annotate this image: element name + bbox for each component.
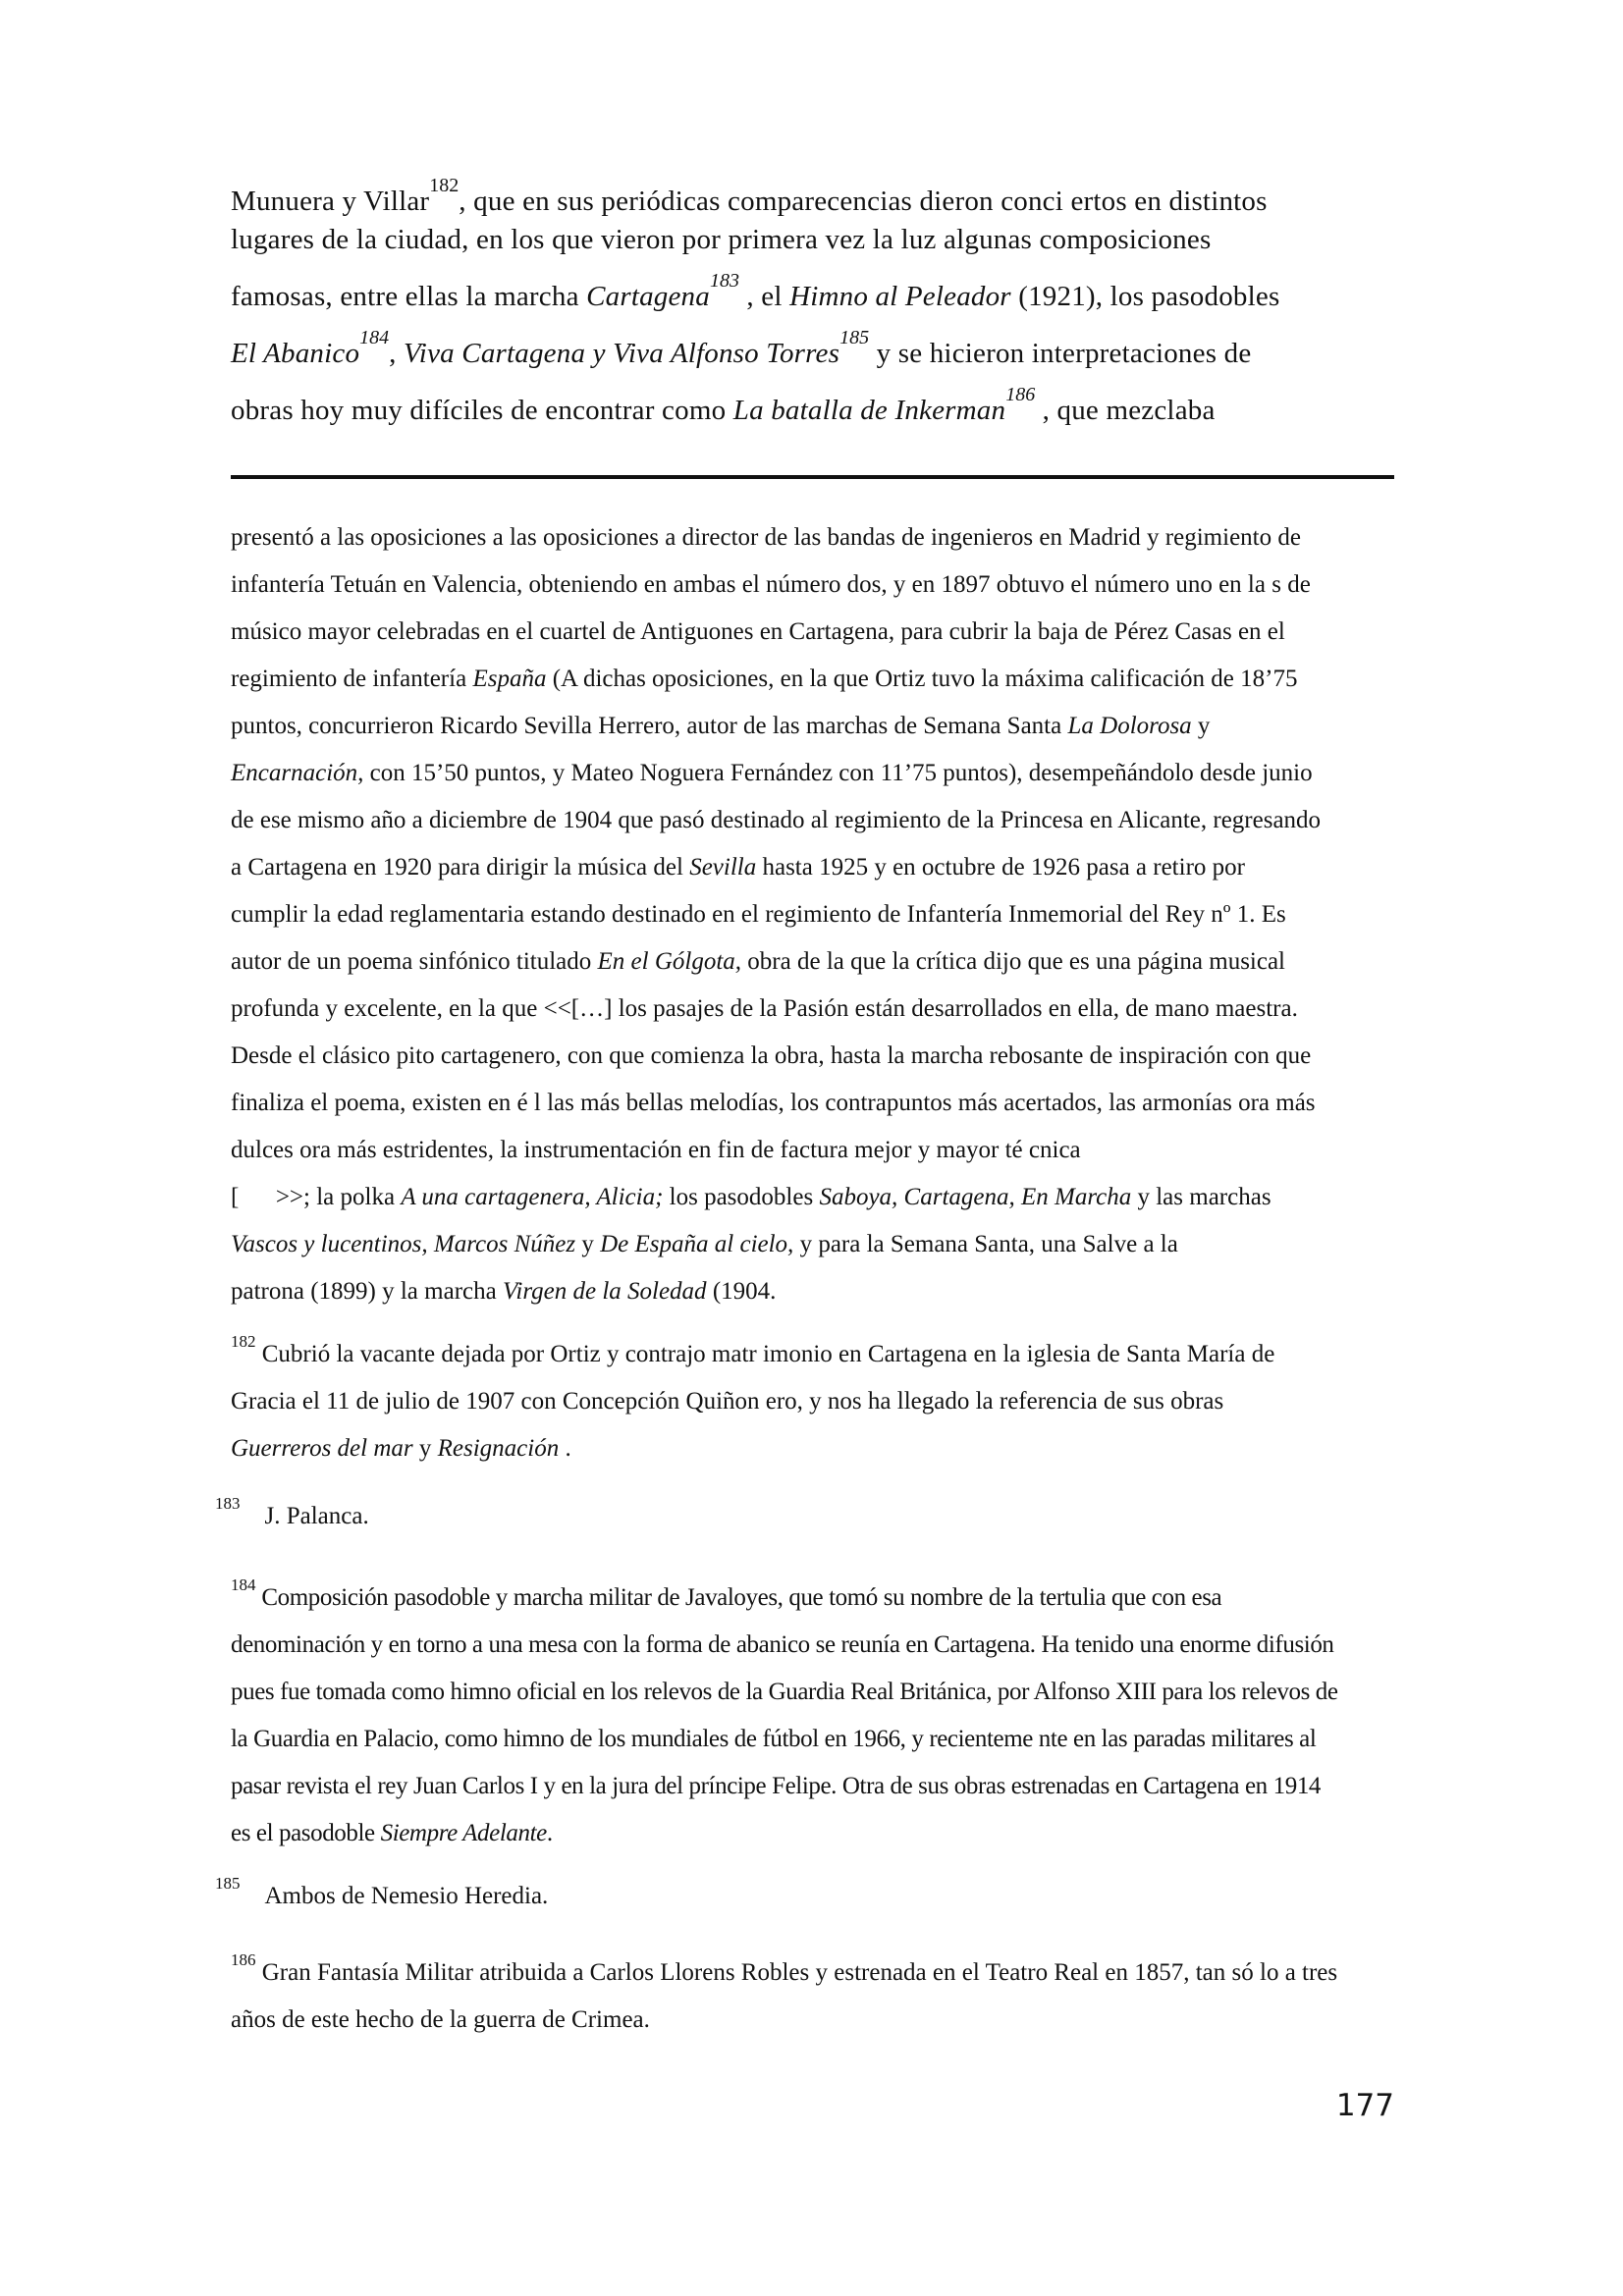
text-line: $^{182}$ Cubrió la vacante dejada por Ortiz y contrajo matr imonio en Cartagena en la iglesia de Santa María de bbox=[231, 1332, 1275, 1367]
footnote-186 bbox=[231, 1949, 1394, 2044]
text-line: Encarnación, con 15’50 puntos, y Mateo Noguera Fernández con 11’75 puntos), desempeñándolo desde junio bbox=[231, 760, 1313, 786]
text-line: años de este hecho de la guerra de Crimea. bbox=[231, 2006, 650, 2033]
footnote-separator-rule bbox=[231, 475, 1394, 479]
text-line: patrona (1899) y la marcha Virgen de la Soledad (1904. bbox=[231, 1278, 777, 1305]
text-line: a Cartagena en 1920 para dirigir la música del Sevilla hasta 1925 y en octubre de 1926 pasa a retiro por bbox=[231, 854, 1245, 881]
text-line: $^{185}$ Ambos de Nemesio Heredia. bbox=[215, 1874, 549, 1909]
text-line: de ese mismo año a diciembre de 1904 que pasó destinado al regimiento de la Princesa en Alicante, regresando bbox=[231, 807, 1322, 833]
text-line: presentó a las oposiciones a las oposiciones a director de las bandas de ingenieros en Madrid y regimiento de bbox=[231, 524, 1301, 551]
document-page bbox=[215, 175, 1394, 2123]
text-line: regimiento de infantería España (A dichas oposiciones, en la que Ortiz tuvo la máxima calificación de 18’75 bbox=[231, 666, 1298, 692]
text-line: profunda y excelente, en la que <<[…] los pasajes de la Pasión están desarrollados en ella, de mano maestra. bbox=[231, 995, 1298, 1022]
text-line: es el pasodoble Siempre Adelante. bbox=[231, 1820, 553, 1846]
footnote-continuation bbox=[231, 514, 1394, 1315]
text-line: denominación y en torno a una mesa con la forma de abanico se reunía en Cartagena. Ha tenido una enorme difusión bbox=[231, 1631, 1334, 1658]
text-line: puntos, concurrieron Ricardo Sevilla Herrero, autor de las marchas de Semana Santa La Dolorosa y bbox=[231, 713, 1211, 739]
footnote-marker: 186 bbox=[231, 1950, 256, 1969]
text-line: lugares de la ciudad, en los que vieron por primera vez la luz algunas composiciones bbox=[231, 224, 1212, 255]
footnote-marker: 182 bbox=[429, 175, 460, 196]
footnote-marker: 185 bbox=[215, 1874, 241, 1893]
text-line: famosas, entre ellas la marcha Cartagena$^{183}$ , el Himno al Peleador (1921), los pasodobles bbox=[231, 270, 1280, 312]
text-line: El Abanico$^{184}$, Viva Cartagena y Viva Alfonso Torres$^{185}$ y se hicieron interpretaciones de bbox=[231, 327, 1252, 369]
page-number: 177 bbox=[1335, 2088, 1394, 2123]
text-line: músico mayor celebradas en el cuartel de Antiguones en Cartagena, para cubrir la baja de Pérez Casas en el bbox=[231, 618, 1285, 645]
footnote-marker: 184 bbox=[231, 1575, 256, 1594]
footnote-marker: 183 bbox=[215, 1494, 241, 1513]
text-line: pasar revista el rey Juan Carlos I y en la jura del príncipe Felipe. Otra de sus obras estrenadas en Cartagena en 1914 bbox=[231, 1773, 1322, 1799]
text-line: pues fue tomada como himno oficial en los relevos de la Guardia Real Británica, por Alfonso XIII para los relevos de bbox=[231, 1679, 1338, 1705]
main-paragraph bbox=[231, 175, 1394, 430]
footnote-marker: 182 bbox=[231, 1332, 256, 1351]
text-line: cumplir la edad reglamentaria estando destinado en el regimiento de Infantería Inmemorial del Rey nº 1. Es bbox=[231, 901, 1286, 928]
text-line: Munuera y Villar$^{182}$, que en sus periódicas comparecencias dieron conci ertos en distintos bbox=[231, 175, 1268, 217]
footnote-marker: 186 bbox=[1005, 384, 1036, 405]
text-line: la Guardia en Palacio, como himno de los mundiales de fútbol en 1966, y recienteme nte en las paradas militares al bbox=[231, 1726, 1317, 1752]
text-line: autor de un poema sinfónico titulado En el Gólgota, obra de la que la crítica dijo que es una página musical bbox=[231, 948, 1286, 975]
text-line: Gracia el 11 de julio de 1907 con Concepción Quiñon ero, y nos ha llegado la referencia de sus obras bbox=[231, 1388, 1224, 1415]
text-line: finaliza el poema, existen en é l las más bellas melodías, los contrapuntos más acertados, las armonías ora más bbox=[231, 1090, 1316, 1116]
text-line: $^{184}$ Composición pasodoble y marcha militar de Javaloyes, que tomó su nombre de la tertulia que con esa bbox=[231, 1575, 1222, 1611]
text-line: $^{183}$ J. Palanca. bbox=[215, 1494, 369, 1529]
text-line: Guerreros del mar y Resignación . bbox=[231, 1435, 571, 1462]
text-line: Vascos y lucentinos, Marcos Núñez y De España al cielo, y para la Semana Santa, una Salve a la bbox=[231, 1231, 1178, 1257]
footnote-184 bbox=[231, 1575, 1394, 1857]
text-line: $^{186}$ Gran Fantasía Militar atribuida a Carlos Llorens Robles y estrenada en el Teatro Real en 1857, tan só lo a tres bbox=[231, 1950, 1338, 1986]
text-line: dulces ora más estridentes, la instrumentación en fin de factura mejor y mayor té cnica bbox=[231, 1137, 1081, 1163]
text-line: [ >>; la polka A una cartagenera, Alicia; los pasodobles Saboya, Cartagena, En Marcha y las marchas bbox=[231, 1184, 1271, 1210]
text-line: Desde el clásico pito cartagenero, con que comienza la obra, hasta la marcha rebosante de inspiración con que bbox=[231, 1042, 1312, 1069]
footnote-183 bbox=[215, 1493, 1394, 1540]
footnote-marker: 184 bbox=[359, 327, 390, 348]
text-line: obras hoy muy difíciles de encontrar como La batalla de Inkerman$^{186}$ , que mezclaba bbox=[231, 384, 1216, 426]
footnote-marker: 185 bbox=[839, 327, 870, 348]
text-line: infantería Tetuán en Valencia, obteniendo en ambas el número dos, y en 1897 obtuvo el número uno en la s de bbox=[231, 571, 1311, 598]
footnote-185 bbox=[215, 1873, 1394, 1920]
footnote-182 bbox=[231, 1331, 1394, 1472]
footnote-marker: 183 bbox=[709, 270, 739, 292]
